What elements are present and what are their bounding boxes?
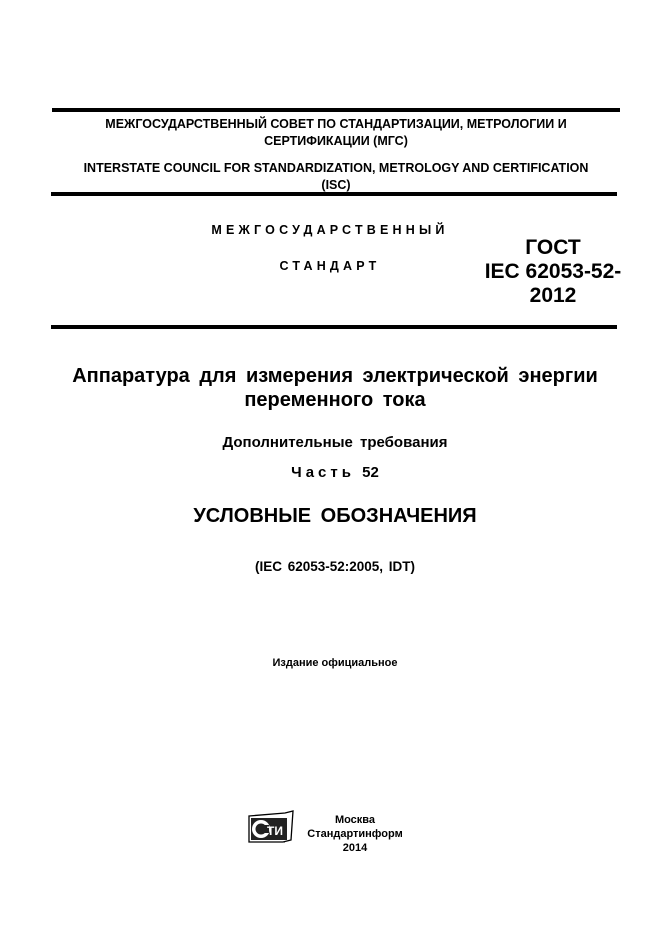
standard-type-line2: СТАНДАРТ — [279, 259, 381, 273]
council-en-line1: INTERSTATE COUNCIL FOR STANDARDIZATION, METROLOGY AND CERTIFICATION — [83, 161, 589, 175]
part-number: 52 — [362, 464, 379, 481]
gost-number-line2: 2012 — [529, 284, 577, 307]
council-rule — [51, 192, 617, 196]
publisher-block — [300, 813, 410, 855]
council-name-russian — [52, 116, 620, 150]
gost-designation — [478, 236, 628, 308]
part-label: Часть — [291, 464, 355, 481]
edition-note: Издание официальное — [272, 657, 398, 669]
council-ru-line1: МЕЖГОСУДАРСТВЕННЫЙ СОВЕТ ПО СТАНДАРТИЗАЦИИ, МЕТРОЛОГИИ И — [105, 117, 567, 131]
svg-text:ТИ: ТИ — [267, 824, 283, 838]
council-en-line2: (ISC) — [321, 178, 351, 192]
title-line2: переменного тока — [244, 389, 426, 411]
document-title — [40, 364, 630, 412]
publisher-city: Москва — [334, 814, 376, 826]
standartinform-logo-icon — [247, 810, 295, 846]
part-heading — [40, 464, 630, 481]
gost-number-line1: IEC 62053-52- — [484, 260, 622, 283]
gost-label: ГОСТ — [525, 236, 581, 259]
council-name-english — [52, 160, 620, 194]
subtitle: Дополнительные требования — [222, 434, 448, 451]
council-ru-line2: СЕРТИФИКАЦИИ (МГС) — [264, 134, 408, 148]
header-bottom-rule — [51, 325, 617, 329]
section-title: УСЛОВНЫЕ ОБОЗНАЧЕНИЯ — [193, 505, 477, 527]
top-rule — [52, 108, 620, 112]
title-line1: Аппаратура для измерения электрической энергии — [72, 365, 598, 387]
publisher-year: 2014 — [342, 842, 368, 854]
iec-reference: (IEC 62053-52:2005, IDT) — [254, 559, 416, 574]
publisher-name: Стандартинформ — [307, 828, 403, 840]
standard-type-line1: МЕЖГОСУДАРСТВЕННЫЙ — [211, 223, 449, 237]
